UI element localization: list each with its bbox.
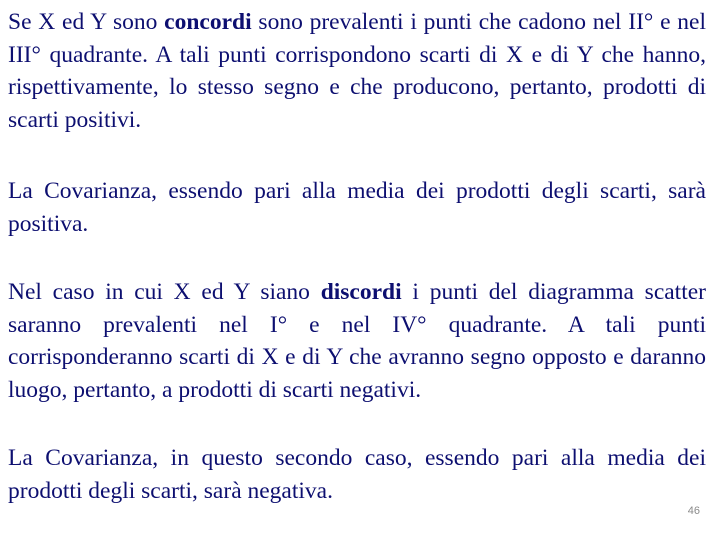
bold-term-discordi: discordi <box>320 279 402 305</box>
paragraph-text: Nel caso in cui X ed Y siano <box>8 279 321 305</box>
paragraph-covarianza-positiva: La Covarianza, essendo pari alla media dei prodotti degli scarti, sarà positiva. <box>8 178 706 237</box>
paragraph-text: sono prevalenti i punti che cadono nel II° e nel III° quadrante. A tali punti corrispondono scarti di X e di Y che hanno, rispettivamente, lo stesso segno e che producono, pertanto, prodotti di scarti positivi. <box>8 9 706 133</box>
paragraph-text: Se X ed Y sono <box>8 9 165 35</box>
paragraph-discordi <box>8 276 706 406</box>
paragraph-concordi <box>8 6 706 136</box>
paragraph-covarianza-negativa: La Covarianza, in questo secondo caso, essendo pari alla media dei prodotti degli scarti, sarà negativa. <box>8 445 706 504</box>
paragraph-text: i punti del diagramma scatter saranno prevalenti nel I° e nel IV° quadrante. A tali punti corrisponderanno scarti di X e di Y che avranno segno opposto e daranno luogo, pertanto, a prodotti di scarti negativi. <box>8 279 706 403</box>
page-number: 46 <box>687 505 700 517</box>
bold-term-concordi: concordi <box>164 9 252 35</box>
